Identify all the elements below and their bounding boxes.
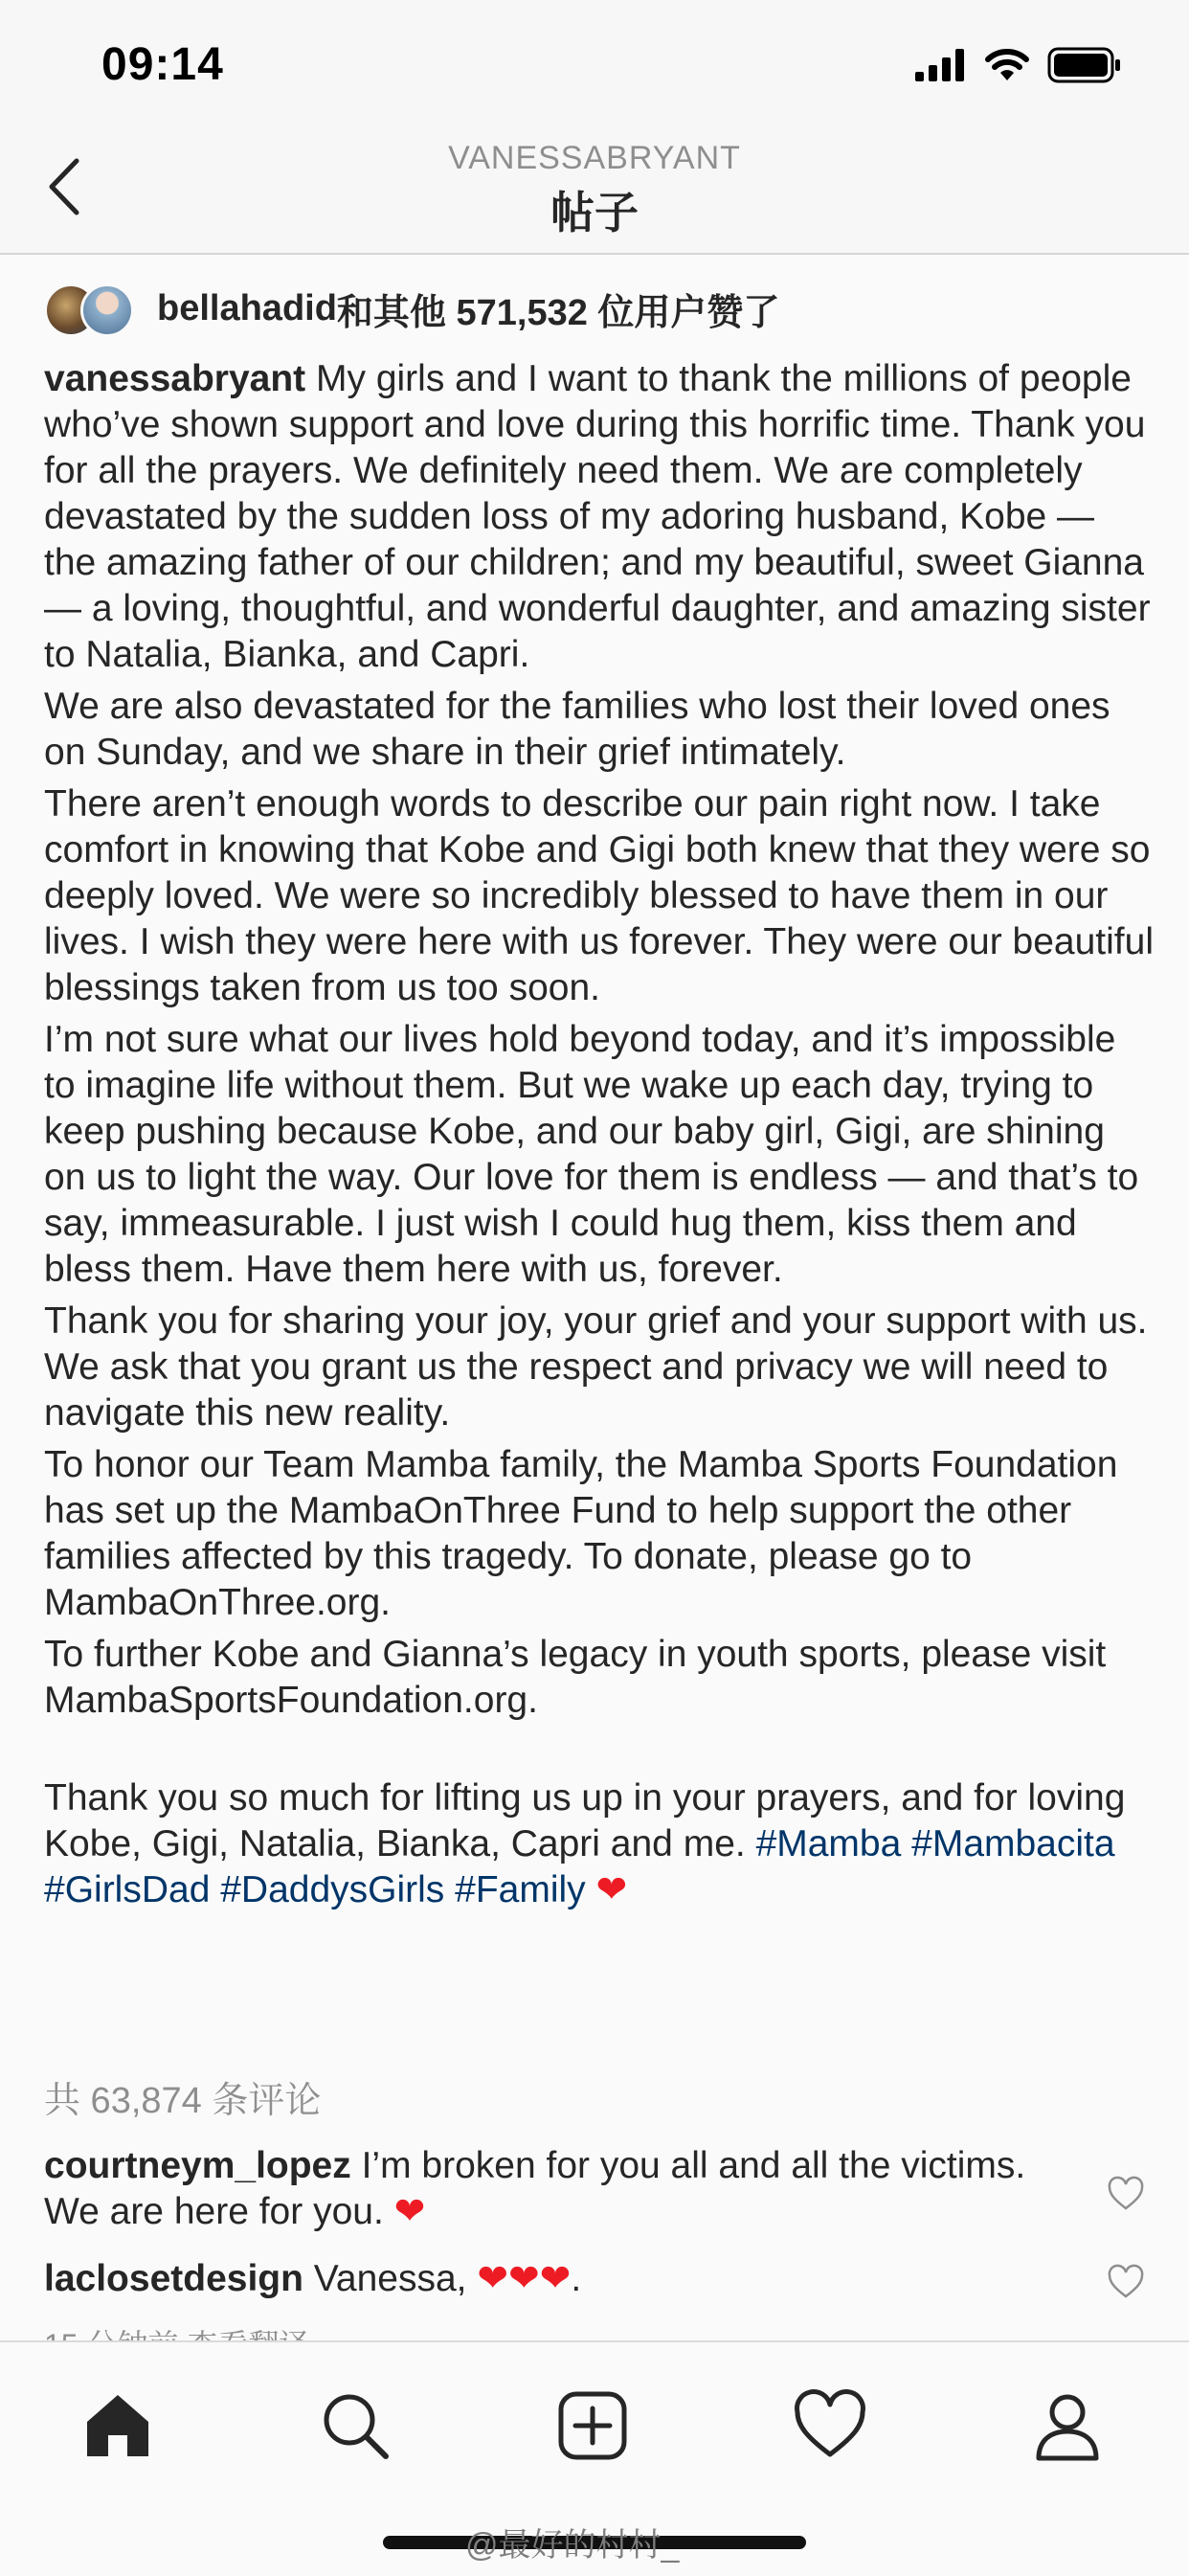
likes-row[interactable]	[44, 280, 779, 337]
hashtag[interactable]: #Mambacita	[911, 1823, 1115, 1864]
comment-text: Vanessa,	[303, 2258, 478, 2299]
status-icons	[915, 46, 1122, 84]
comment-suffix: .	[571, 2258, 582, 2299]
hashtag[interactable]: #Mamba	[755, 1823, 902, 1864]
caption-paragraph: I’m not sure what our lives hold beyond today, and it’s impossible to imagine life without them. But we wake up each day, trying to keep pushing because Kobe, and our baby girl, Gigi, are shining on us to light the way. Our love for them is endless — and that’s to say, immeasurable. I just wish I could hug them, kiss them and bless them. Have them here with us, forever.	[44, 1019, 1139, 1290]
header-username[interactable]: VANESSABRYANT	[448, 140, 741, 176]
caption-paragraph: Thank you for sharing your joy, your grief and your support with us. We ask that you grant us the respect and privacy we will need to navigate this new reality.	[44, 1300, 1148, 1434]
hashtag[interactable]: #DaddysGirls	[220, 1869, 445, 1910]
likes-text: 和其他 571,532 位用户赞了	[336, 292, 780, 333]
hashtag[interactable]: #GirlsDad	[44, 1869, 211, 1910]
heart-emoji: ❤	[393, 2190, 426, 2233]
hashtag[interactable]: #Family	[455, 1869, 586, 1910]
heart-emoji: ❤❤❤	[477, 2257, 572, 2300]
cellular-signal-icon	[915, 49, 967, 81]
status-time: 09:14	[101, 39, 224, 90]
battery-icon	[1047, 47, 1122, 83]
comment-item	[44, 2256, 1097, 2302]
comment-text: I’m broken for you all and all the victims. We are here for you.	[44, 2145, 1026, 2232]
view-all-comments[interactable]: 共 63,874 条评论	[44, 2081, 322, 2121]
add-post-icon	[556, 2389, 629, 2462]
comment-like-heart-icon[interactable]	[1107, 2176, 1145, 2214]
home-icon	[81, 2389, 154, 2462]
post-content	[44, 253, 1155, 2340]
heart-emoji: ❤	[595, 1868, 628, 1911]
avatar	[80, 283, 134, 337]
comment-like-heart-icon[interactable]	[1107, 2264, 1145, 2302]
liker-avatars	[44, 282, 149, 335]
tab-home[interactable]	[75, 2383, 161, 2469]
caption-paragraph: My girls and I want to thank the millions of people who’ve shown support and love during this horrific time. Thank you for all the prayers. We definitely need them. We are completely devastated by the sudden loss of my adoring husband, Kobe — the amazing father of our children; and my beautiful, sweet Gianna — a loving, thoughtful, and wonderful daughter, and amazing sister to Natalia, Bianka, and Capri.	[44, 358, 1151, 675]
tab-profile[interactable]	[1024, 2383, 1110, 2469]
caption-paragraph: There aren’t enough words to describe our pain right now. I take comfort in knowing that Kobe and Gigi both knew that they were so deeply loved. We were so incredibly blessed to have them in our lives. I wish they were here with us forever. They were our beautiful blessings taken from us too soon.	[44, 783, 1154, 1008]
caption-paragraph: To further Kobe and Gianna’s legacy in youth sports, please visit MambaSportsFoundation.org.	[44, 1634, 1107, 1721]
profile-icon	[1031, 2389, 1104, 2462]
caption-closing: Thank you so much for lifting us up in your prayers, and for loving Kobe, Gigi, Natalia, Bianka, Capri and me.	[44, 1777, 1126, 1864]
tab-activity[interactable]	[787, 2383, 873, 2469]
author-username[interactable]: vanessabryant	[44, 358, 306, 399]
tab-new-post[interactable]	[550, 2383, 636, 2469]
tab-search[interactable]	[312, 2383, 398, 2469]
search-icon	[319, 2389, 392, 2462]
nav-bar	[0, 134, 1189, 255]
page-title: 帖子	[550, 187, 639, 238]
watermark: @最好的村村_	[465, 2527, 680, 2564]
wifi-icon	[984, 48, 1030, 82]
caption-paragraph: To honor our Team Mamba family, the Mamba Sports Foundation has set up the MambaOnThree Fund to help support the other families affected by this tragedy. To donate, please go to MambaOnThree.org.	[44, 1444, 1118, 1623]
heart-icon	[794, 2389, 866, 2462]
caption-paragraph: We are also devastated for the families who lost their loved ones on Sunday, and we share in their grief intimately.	[44, 686, 1110, 773]
post-caption	[44, 356, 1155, 1919]
liker-username[interactable]: bellahadid	[157, 287, 337, 328]
status-bar	[0, 0, 1189, 134]
comment-username[interactable]: laclosetdesign	[44, 2258, 303, 2299]
comment-username[interactable]: courtneym_lopez	[44, 2145, 351, 2186]
comment-item	[44, 2143, 1059, 2235]
